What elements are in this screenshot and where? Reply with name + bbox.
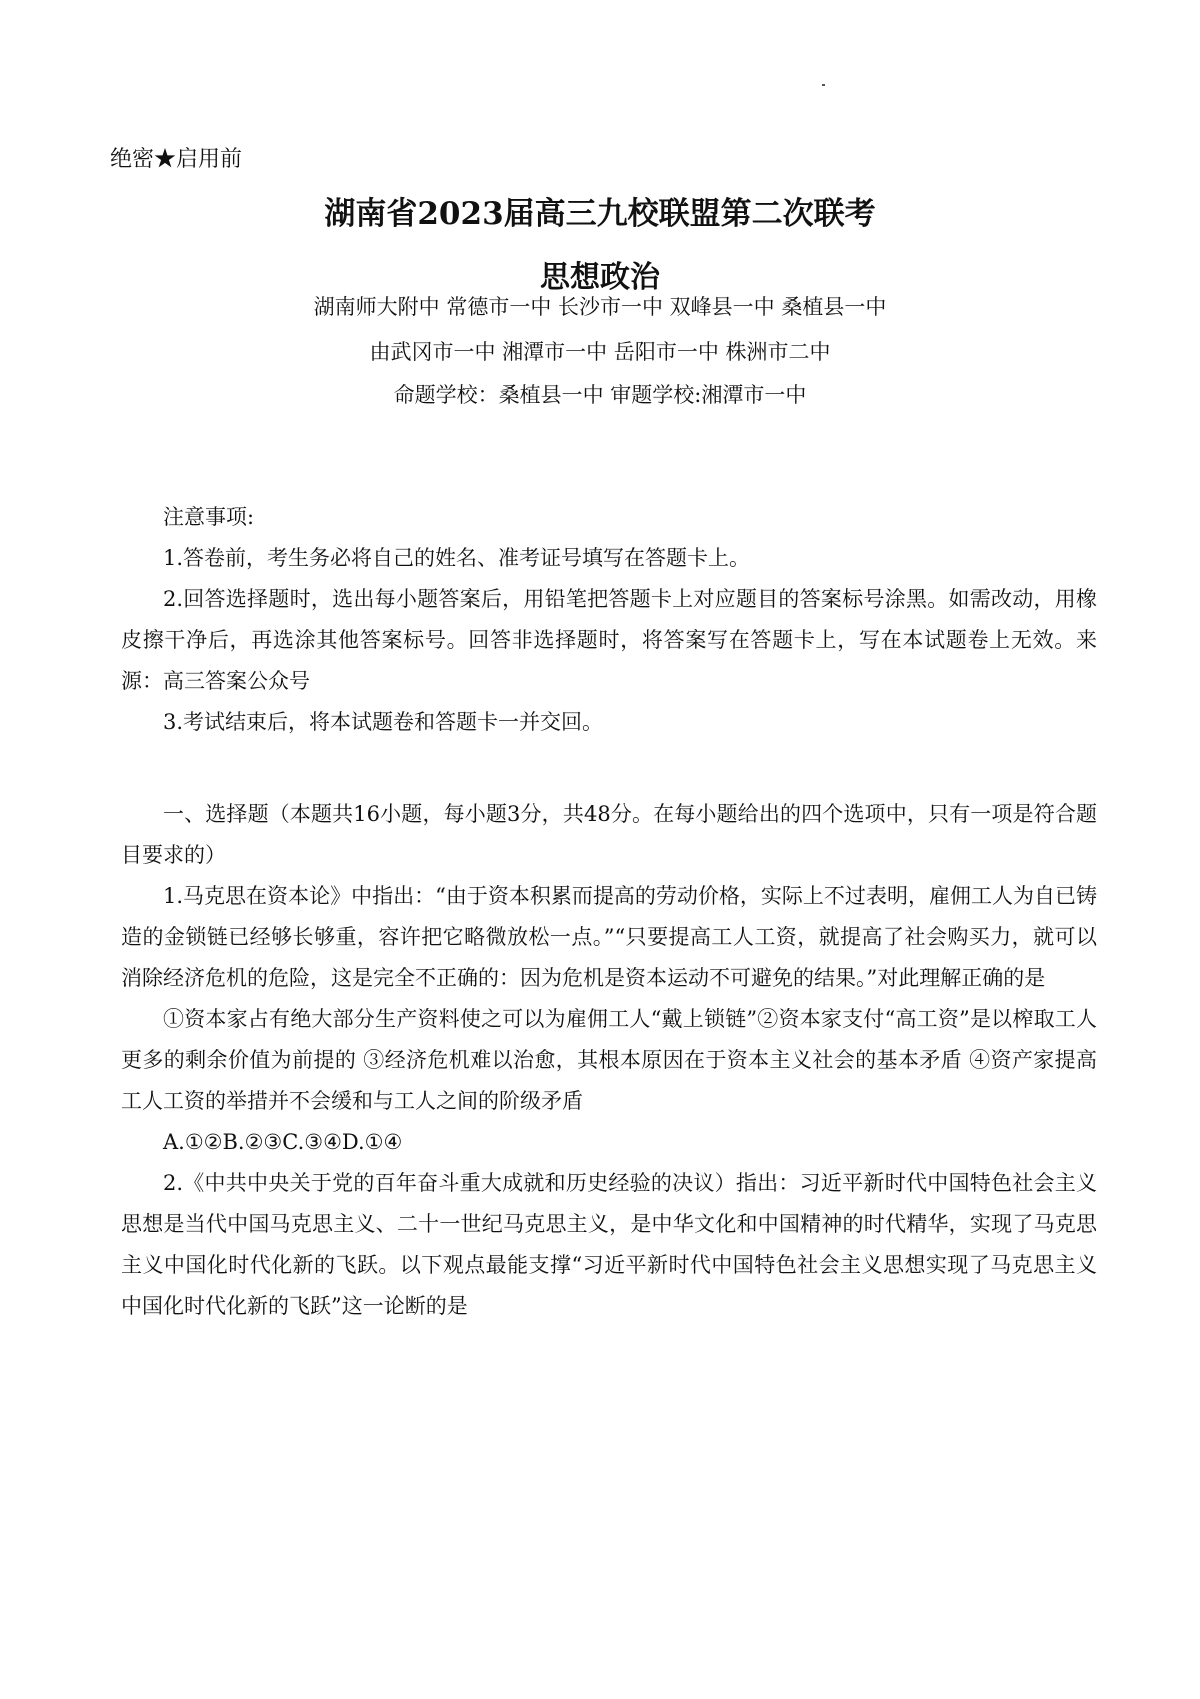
exam-title: 湖南省2023届高三九校联盟第二次联考 <box>324 196 876 232</box>
scan-speck <box>822 84 825 86</box>
question-2-stem: 2.《中共中央关于党的百年奋斗重大成就和历史经验的决议）指出：习近平新时代中国特色社会主义思想是当代中国马克思主义、二十一世纪马克思主义，是中华文化和中国精神的时代精华，实现了马克思主义中国化时代化新的飞跃。以下观点最能支撑“习近平新时代中国特色社会主义思想实现了马克思主义中国化时代化新的飞跃”这一论断的是 <box>121 1171 1097 1318</box>
questions-section <box>121 794 1097 1327</box>
schools-line-1: 湖南师大附中 常德市一中 长沙市一中 双峰县一中 桑植县一中 <box>313 295 887 319</box>
note-item-2: 2.回答选择题时，选出每小题答案后，用铅笔把答题卡上对应题目的答案标号涂黑。如需改动，用橡皮擦干净后，再选涂其他答案标号。回答非选择题时，将答案写在答题卡上，写在本试题卷上无效。来源：高三答案公众号 <box>121 587 1097 693</box>
schools-line-2: 由武冈市一中 湘潭市一中 岳阳市一中 株洲市二中 <box>369 340 831 364</box>
question-1-statements: ①资本家占有绝大部分生产资料使之可以为雇佣工人“戴上锁链”②资本家支付“高工资”是以榨取工人更多的剩余价值为前提的 ③经济危机难以治愈，其根本原因在于资本主义社会的基本矛盾 ④资产家提高工人工资的举措并不会缓和与工人之间的阶级矛盾 <box>121 1007 1097 1113</box>
notes-heading: 注意事项: <box>163 505 255 529</box>
note-item-1: 1.答卷前，考生务必将自己的姓名、准考证号填写在答题卡上。 <box>163 546 751 570</box>
notes-section <box>121 497 1097 743</box>
question-1-stem: 1.马克思在资本论》中指出：“由于资本积累而提高的劳动价格，实际上不过表明，雇佣工人为自已铸造的金锁链已经够长够重，容许把它略微放松一点。”“只要提高工人工资，就提高了社会购买力，就可以消除经济危机的危险，这是完全不正确的：因为危机是资本运动不可避免的结果。”对此理解正确的是 <box>121 884 1097 990</box>
note-item-3: 3.考试结束后，将本试题卷和答题卡一并交回。 <box>163 710 604 734</box>
section-heading: 一、选择题（本题共16小题，每小题3分，共48分。在每小题给出的四个选项中，只有一项是符合题目要求的） <box>121 802 1097 867</box>
subject-title: 思想政治 <box>540 260 660 295</box>
question-1-options: A.①②B.②③C.③④D.①④ <box>163 1130 403 1154</box>
confidential-mark: 绝密★启用前 <box>110 147 243 172</box>
setter-schools: 命题学校：桑植县一中 审题学校:湘潭市一中 <box>393 383 807 407</box>
